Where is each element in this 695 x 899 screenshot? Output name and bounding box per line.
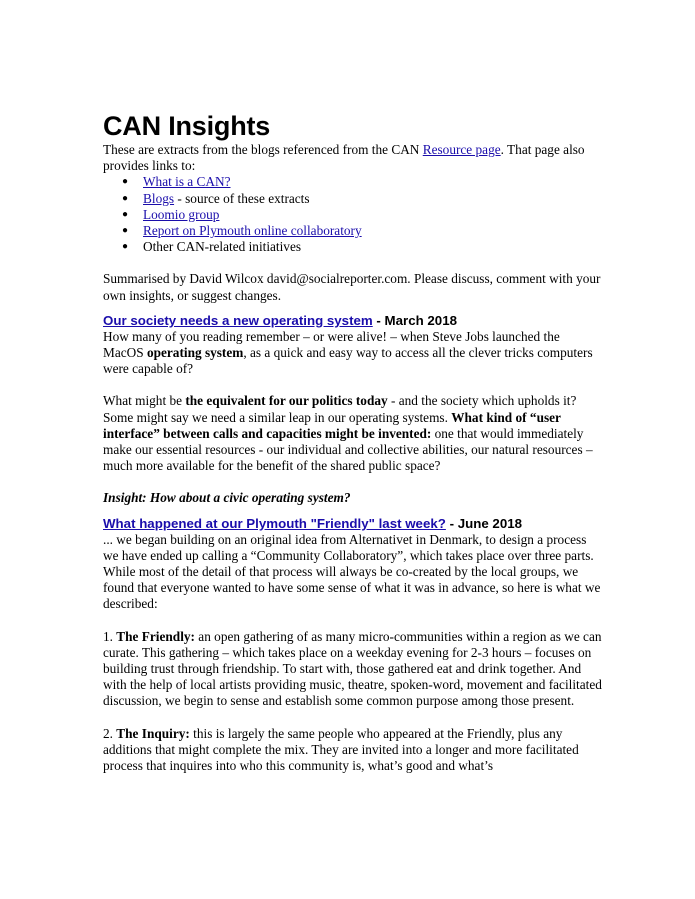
list-item-text: Other CAN-related initiatives: [143, 239, 302, 255]
intro-text-end: . That page also provides links to:: [103, 142, 585, 174]
section-date: - June 2018: [445, 515, 523, 531]
document-body: [103, 110, 603, 774]
list-item: [143, 174, 603, 190]
page-title: CAN Insights: [103, 111, 271, 141]
summary-paragraph: Summarised by David Wilcox david@socialreporter.com. Please discuss, comment with your own insights, or suggest changes.: [103, 271, 601, 303]
bold-text: What kind of “user interface” between calls and capacities might be invented:: [103, 409, 561, 441]
numbered-item-friendly: [103, 629, 603, 710]
paragraph: ... we began building on an original idea from Alternativet in Denmark, to design a process we have ended up calling a “Community Collaboratory”, which takes place over three parts. While most of the detail of that process will always be co-created by the local groups, we found that everyone wanted to have some sense of what it was in advance, so here is what we described:: [103, 531, 601, 612]
loomio-group-link[interactable]: Loomio group: [143, 206, 220, 222]
intro-text-start: These are extracts from the blogs referenced from the CAN: [103, 142, 423, 157]
operating-system-blog-link[interactable]: Our society needs a new operating system: [103, 312, 373, 328]
text-run: , as a quick and easy way to access all the clever tricks computers were capable of?: [103, 345, 593, 377]
paragraph: [103, 393, 603, 474]
section-heading-plymouth-friendly: [103, 515, 603, 532]
list-item: [143, 191, 603, 207]
bold-text: The Inquiry:: [116, 725, 190, 741]
text-run: What might be: [103, 393, 186, 409]
bold-text: operating system: [146, 345, 244, 361]
list-item: [143, 223, 603, 239]
what-is-a-can-link[interactable]: What is a CAN?: [143, 174, 231, 190]
resource-page-link[interactable]: Resource page: [422, 142, 501, 157]
insight-text: Insight: How about a civic operating system?: [103, 490, 351, 506]
intro-paragraph: [103, 142, 603, 174]
text-run: an open gathering of as many micro-communities within a region as we can curate. This gathering – which takes place on a weekday evening for 2-3 hours – focuses on building trust through friendship. To start with, those gathered eat and drink together. And with the help of local artists providing music, theatre, spoken-word, movement and facilitated discussion, we begin to sense and establish some common purpose among those present.: [103, 628, 602, 709]
blogs-link[interactable]: Blogs: [143, 190, 175, 206]
text-run: this is largely the same people who appeared at the Friendly, plus any additions that might complete the mix. They are invited into a longer and more facilitated process that inquires into who this community is, what’s good and what’s: [103, 725, 579, 774]
numbered-item-inquiry: [103, 726, 603, 775]
text-run: one that would immediately make our essential resources - our individual and collective abilities, our natural resources – much more available for the benefit of the shared public space?: [103, 425, 593, 474]
item-number: 2.: [103, 725, 117, 741]
section-heading-operating-system: [103, 312, 603, 329]
plymouth-report-link[interactable]: Report on Plymouth online collaboratory: [143, 223, 362, 239]
paragraph: [103, 329, 603, 378]
bold-text: The Friendly:: [116, 628, 195, 644]
list-item: [143, 207, 603, 223]
links-list: [103, 174, 603, 255]
text-run: - and the society which upholds it? Some might say we need a similar leap in our operating systems.: [103, 393, 577, 425]
section-date: - March 2018: [372, 312, 457, 328]
list-item-text: - source of these extracts: [174, 190, 310, 206]
bold-text: the equivalent for our politics today: [185, 393, 388, 409]
plymouth-friendly-blog-link[interactable]: What happened at our Plymouth "Friendly" last week?: [103, 515, 446, 531]
text-run: How many of you reading remember – or were alive! – when Steve Jobs launched the MacOS: [103, 328, 560, 361]
item-number: 1.: [103, 628, 117, 644]
list-item: [143, 239, 603, 255]
